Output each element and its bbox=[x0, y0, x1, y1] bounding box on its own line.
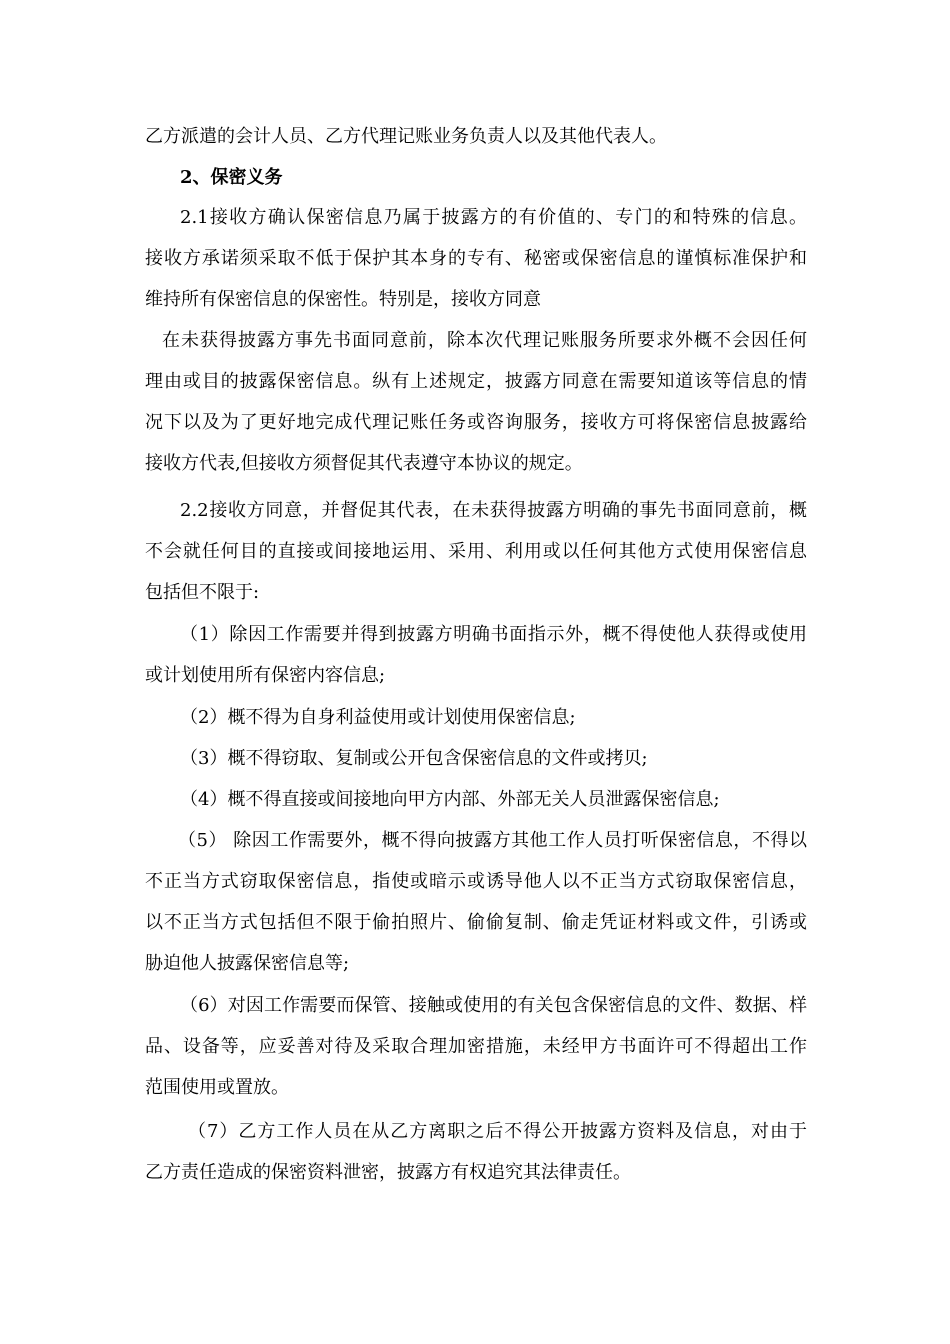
list-item-line: 范围使用或置放。 bbox=[145, 1077, 289, 1098]
list-item-line: （3）概不得窃取、复制或公开包含保密信息的文件或拷贝; bbox=[180, 748, 648, 769]
list-item-line: （5） 除因工作需要外，概不得向披露方其他工作人员打听保密信息，不得以 bbox=[178, 830, 807, 851]
paragraph-line: 不会就任何目的直接或间接地运用、采用、利用或以任何其他方式使用保密信息 bbox=[145, 541, 807, 562]
list-item-line: 不正当方式窃取保密信息，指使或暗示或诱导他人以不正当方式窃取保密信息， bbox=[145, 871, 807, 892]
list-item-line: 以不正当方式包括但不限于偷拍照片、偷偷复制、偷走凭证材料或文件，引诱或 bbox=[145, 912, 807, 933]
list-item-line: （1）除因工作需要并得到披露方明确书面指示外，概不得使他人获得或使用 bbox=[180, 624, 807, 645]
list-item-line: 乙方责任造成的保密资料泄密，披露方有权追究其法律责任。 bbox=[145, 1162, 631, 1183]
list-item-line: （4）概不得直接或间接地向甲方内部、外部无关人员泄露保密信息; bbox=[180, 789, 720, 810]
paragraph-line: 2.2接收方同意，并督促其代表，在未获得披露方明确的事先书面同意前，概 bbox=[180, 500, 807, 521]
paragraph-line: 乙方派遣的会计人员、乙方代理记账业务负责人以及其他代表人。 bbox=[145, 126, 667, 147]
list-item-line: （7）乙方工作人员在从乙方离职之后不得公开披露方资料及信息，对由于 bbox=[188, 1121, 807, 1142]
list-item-line: 胁迫他人披露保密信息等; bbox=[145, 953, 350, 974]
list-item-line: （2）概不得为自身利益使用或计划使用保密信息; bbox=[180, 707, 576, 728]
paragraph-line: 2.1接收方确认保密信息乃属于披露方的有价值的、专门的和特殊的信息。 bbox=[180, 207, 807, 228]
list-item-line: 品、设备等，应妥善对待及采取合理加密措施，未经甲方书面许可不得超出工作 bbox=[145, 1036, 807, 1057]
paragraph-line: 在未获得披露方事先书面同意前，除本次代理记账服务所要求外概不会因任何 bbox=[162, 330, 807, 351]
list-item-line: 或计划使用所有保密内容信息; bbox=[145, 665, 386, 686]
paragraph-line: 况下以及为了更好地完成代理记账任务或咨询服务，接收方可将保密信息披露给 bbox=[145, 412, 807, 433]
list-item-line: （6）对因工作需要而保管、接触或使用的有关包含保密信息的文件、数据、样 bbox=[180, 995, 807, 1016]
paragraph-line: 接收方代表,但接收方须督促其代表遵守本协议的规定。 bbox=[145, 453, 583, 474]
paragraph-line: 维持所有保密信息的保密性。特别是，接收方同意 bbox=[145, 289, 541, 310]
paragraph-line: 理由或目的披露保密信息。纵有上述规定，披露方同意在需要知道该等信息的情 bbox=[145, 371, 807, 392]
paragraph-line: 接收方承诺须采取不低于保护其本身的专有、秘密或保密信息的谨慎标准保护和 bbox=[145, 248, 807, 269]
paragraph-line: 包括但不限于: bbox=[145, 582, 260, 603]
section-heading: 2、保密义务 bbox=[180, 167, 283, 188]
